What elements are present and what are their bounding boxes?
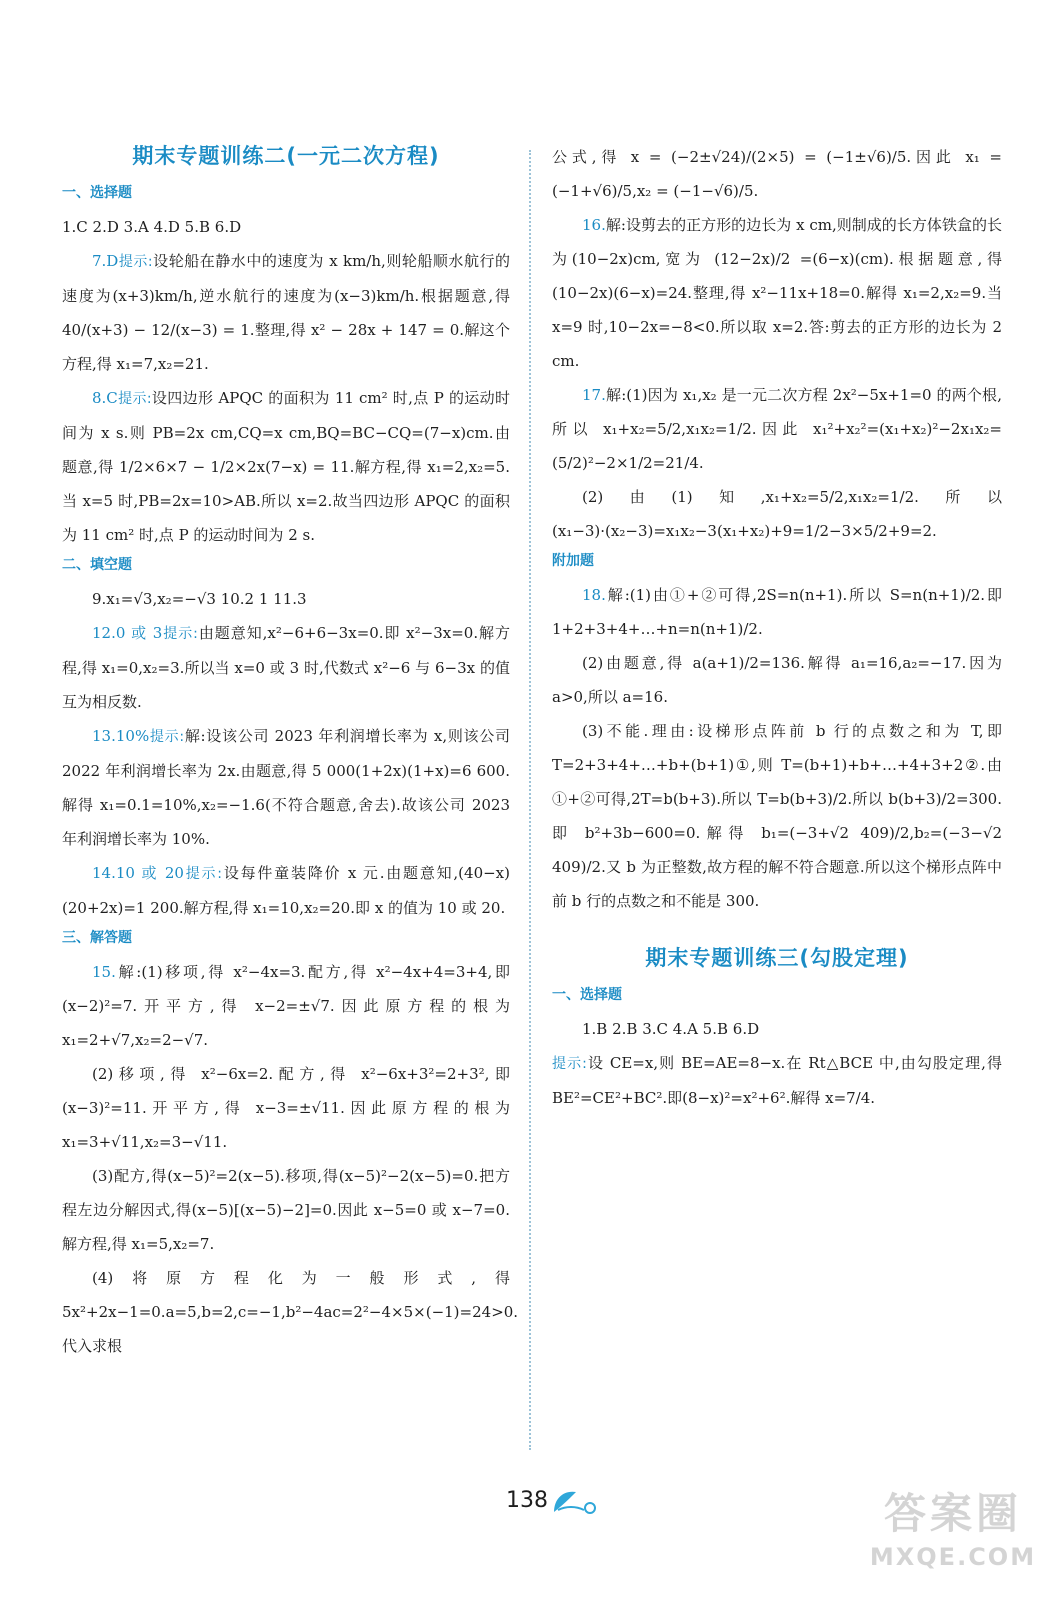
question-number: 7.D	[92, 252, 119, 270]
answer-text: 解:设该公司 2023 年利润增长率为 x,则该公司 2022 年利润增长率为 2x.由题意,得 5 000(1+2x)(1+x)=6 600.解得 x₁=0.1=10%,x₂=−1.6(不符合题意,舍去).故该公司 2023 年利润增长率为 10%.	[62, 727, 511, 848]
hint-label: 提示:	[183, 866, 223, 882]
answer-text: 1.C 2.D 3.A 4.D 5.B 6.D	[62, 218, 242, 236]
answer-paragraph	[62, 955, 510, 1057]
answer-paragraph	[62, 856, 510, 925]
answer-paragraph	[552, 1012, 1002, 1046]
answer-paragraph	[62, 616, 510, 719]
answer-paragraph	[552, 208, 1002, 378]
question-number: 16.	[582, 216, 606, 234]
answer-text: 设 CE=x,则 BE=AE=8−x.在 Rt△BCE 中,由勾股定理,得 BE²=CE²+BC².即(8−x)²=x²+6².解得 x=7/4.	[552, 1054, 1003, 1107]
answer-text: 解:(1)因为 x₁,x₂ 是一元二次方程 2x²−5x+1=0 的两个根,所以 x₁+x₂=5/2,x₁x₂=1/2.因此 x₁²+x₂²=(x₁+x₂)²−2x₁x₂=(5/2)²−2×1/2=21/4.	[552, 386, 1002, 472]
answer-text: 由题意知,x²−6+6−3x=0.即 x²−3x=0.解方程,得 x₁=0,x₂=3.所以当 x=0 或 3 时,代数式 x²−6 与 6−3x 的值互为相反数.	[62, 624, 511, 711]
page-number: 138	[506, 1488, 548, 1513]
watermark-line2: MXQE.COM	[869, 1543, 1037, 1571]
answer-text: (2)由题意,得 a(a+1)/2=136.解得 a₁=16,a₂=−17.因为 a>0,所以 a=16.	[552, 654, 1002, 706]
hint-label: 提示:	[162, 626, 198, 642]
answer-paragraph	[552, 140, 1002, 208]
answer-paragraph	[552, 714, 1002, 918]
answer-paragraph	[62, 582, 510, 616]
answer-text: 设轮船在静水中的速度为 x km/h,则轮船顺水航行的速度为(x+3)km/h,逆水航行的速度为(x−3)km/h.根据题意,得 40/(x+3) − 12/(x−3) = 1.整理,得 x² − 28x + 147 = 0.解这个方程,得 x₁=7,x₂=21.	[62, 252, 510, 373]
answer-text: 设每件童装降价 x 元.由题意知,(40−x)(20+2x)=1 200.解方程,得 x₁=10,x₂=20.即 x 的值为 10 或 20.	[62, 864, 510, 917]
left-column	[62, 140, 519, 1363]
answer-text: 设四边形 APQC 的面积为 11 cm² 时,点 P 的运动时间为 x s.则 PB=2x cm,CQ=x cm,BQ=BC−CQ=(7−x)cm.由题意,得 1/2×6×7 − 1/2×2x(7−x) = 11.解方程,得 x₁=2,x₂=5.当 x=5 时,PB=2x=10>AB.所以 x=2.故当四边形 APQC 的面积为 11 cm² 时,点 P 的运动时间为 2 s.	[62, 389, 510, 544]
answer-text: 1.B 2.B 3.C 4.A 5.B 6.D	[582, 1020, 760, 1038]
section-title: 期末专题训练二(一元二次方程)	[132, 144, 440, 168]
answer-paragraph	[62, 381, 510, 552]
column-divider	[529, 150, 531, 1450]
hint-label: 提示:	[117, 391, 152, 407]
watermark-line1: 答案圈	[883, 1489, 1022, 1538]
answer-text: (4)将原方程化为一般形式,得 5x²+2x−1=0.a=5,b=2,c=−1,b²−4ac=2²−4×5×(−1)=24>0.代入求根	[62, 1269, 519, 1355]
question-number: 15.	[92, 963, 116, 981]
answer-text: 解:(1)由①+②可得,2S=n(n+1).所以 S=n(n+1)/2.即 1+2+3+4+…+n=n(n+1)/2.	[552, 586, 1002, 638]
section-heading: 二、填空题	[62, 557, 132, 573]
answer-paragraph	[552, 480, 1002, 548]
watermark	[862, 1486, 1044, 1586]
answer-paragraph	[552, 646, 1002, 714]
answer-paragraph	[62, 210, 510, 244]
section-heading: 三、解答题	[62, 930, 132, 946]
hint-label: 提示:	[552, 1056, 587, 1072]
answer-paragraph	[62, 1159, 510, 1261]
question-number: 17.	[582, 386, 606, 404]
hint-label: 提示:	[118, 254, 153, 270]
question-number: 8.C	[92, 389, 118, 407]
answer-text: 公式,得 x = (−2±√24)/(2×5) = (−1±√6)/5.因此 x₁ = (−1+√6)/5,x₂ = (−1−√6)/5.	[552, 148, 1002, 200]
answer-text: 解:(1)移项,得 x²−4x=3.配方,得 x²−4x+4=3+4,即(x−2)²=7.开平方,得 x−2=±√7.因此原方程的根为 x₁=2+√7,x₂=2−√7.	[62, 963, 510, 1049]
answer-text: 9.x₁=√3,x₂=−√3 10.2 1 11.3	[92, 590, 307, 608]
question-number: 18.	[582, 586, 606, 604]
answer-paragraph	[62, 1057, 510, 1159]
answer-text: (3)不能.理由:设梯形点阵前 b 行的点数之和为 T,即 T=2+3+4+…+b+(b+1)①,则 T=(b+1)+b+…+4+3+2②.由①+②可得,2T=b(b+3).所以 T=b(b+3)/2.所以 b(b+3)/2=300.即 b²+3b−600=0.解得 b₁=(−3+√2 409)/2,b₂=(−3−√2 409)/2.又 b 为正整数,故方程的解不符合题意.所以这个梯形点阵中前 b 行的点数之和不能是 300.	[552, 722, 1002, 910]
answer-paragraph	[552, 378, 1002, 480]
section-title: 期末专题训练三(勾股定理)	[645, 946, 909, 970]
question-number: 12.0 或 3	[92, 624, 163, 642]
answer-paragraph	[552, 578, 1002, 646]
hint-label: 提示:	[149, 729, 185, 745]
question-number: 14.10 或 20	[92, 864, 184, 882]
section-heading: 一、选择题	[62, 185, 132, 201]
section-heading: 一、选择题	[552, 987, 622, 1003]
right-column	[552, 140, 1002, 1115]
answer-text: (3)配方,得(x−5)²=2(x−5).移项,得(x−5)²−2(x−5)=0.把方程左边分解因式,得(x−5)[(x−5)−2]=0.因此 x−5=0 或 x−7=0.解方程,得 x₁=5,x₂=7.	[62, 1167, 510, 1253]
section-heading: 附加题	[552, 553, 594, 569]
answer-paragraph	[552, 1046, 1002, 1115]
leaf-ornament-icon	[548, 1484, 598, 1518]
answer-paragraph	[62, 244, 510, 381]
answer-paragraph	[62, 1261, 519, 1363]
answer-text: (2)移项,得 x²−6x=2.配方,得 x²−6x+3²=2+3²,即(x−3)²=11.开平方,得 x−3=±√11.因此原方程的根为 x₁=3+√11,x₂=3−√11.	[62, 1065, 510, 1151]
answer-paragraph	[62, 719, 510, 856]
question-number: 13.10%	[92, 727, 150, 745]
answer-text: (2)由(1)知,x₁+x₂=5/2,x₁x₂=1/2.所以(x₁−3)·(x₂−3)=x₁x₂−3(x₁+x₂)+9=1/2−3×5/2+9=2.	[552, 488, 1002, 540]
answer-text: 解:设剪去的正方形的边长为 x cm,则制成的长方体铁盒的长为(10−2x)cm,宽为 (12−2x)/2 =(6−x)(cm).根据题意,得(10−2x)(6−x)=24.整理,得 x²−11x+18=0.解得 x₁=2,x₂=9.当 x=9 时,10−2x=−8<0.所以取 x=2.答:剪去的正方形的边长为 2 cm.	[552, 216, 1002, 370]
